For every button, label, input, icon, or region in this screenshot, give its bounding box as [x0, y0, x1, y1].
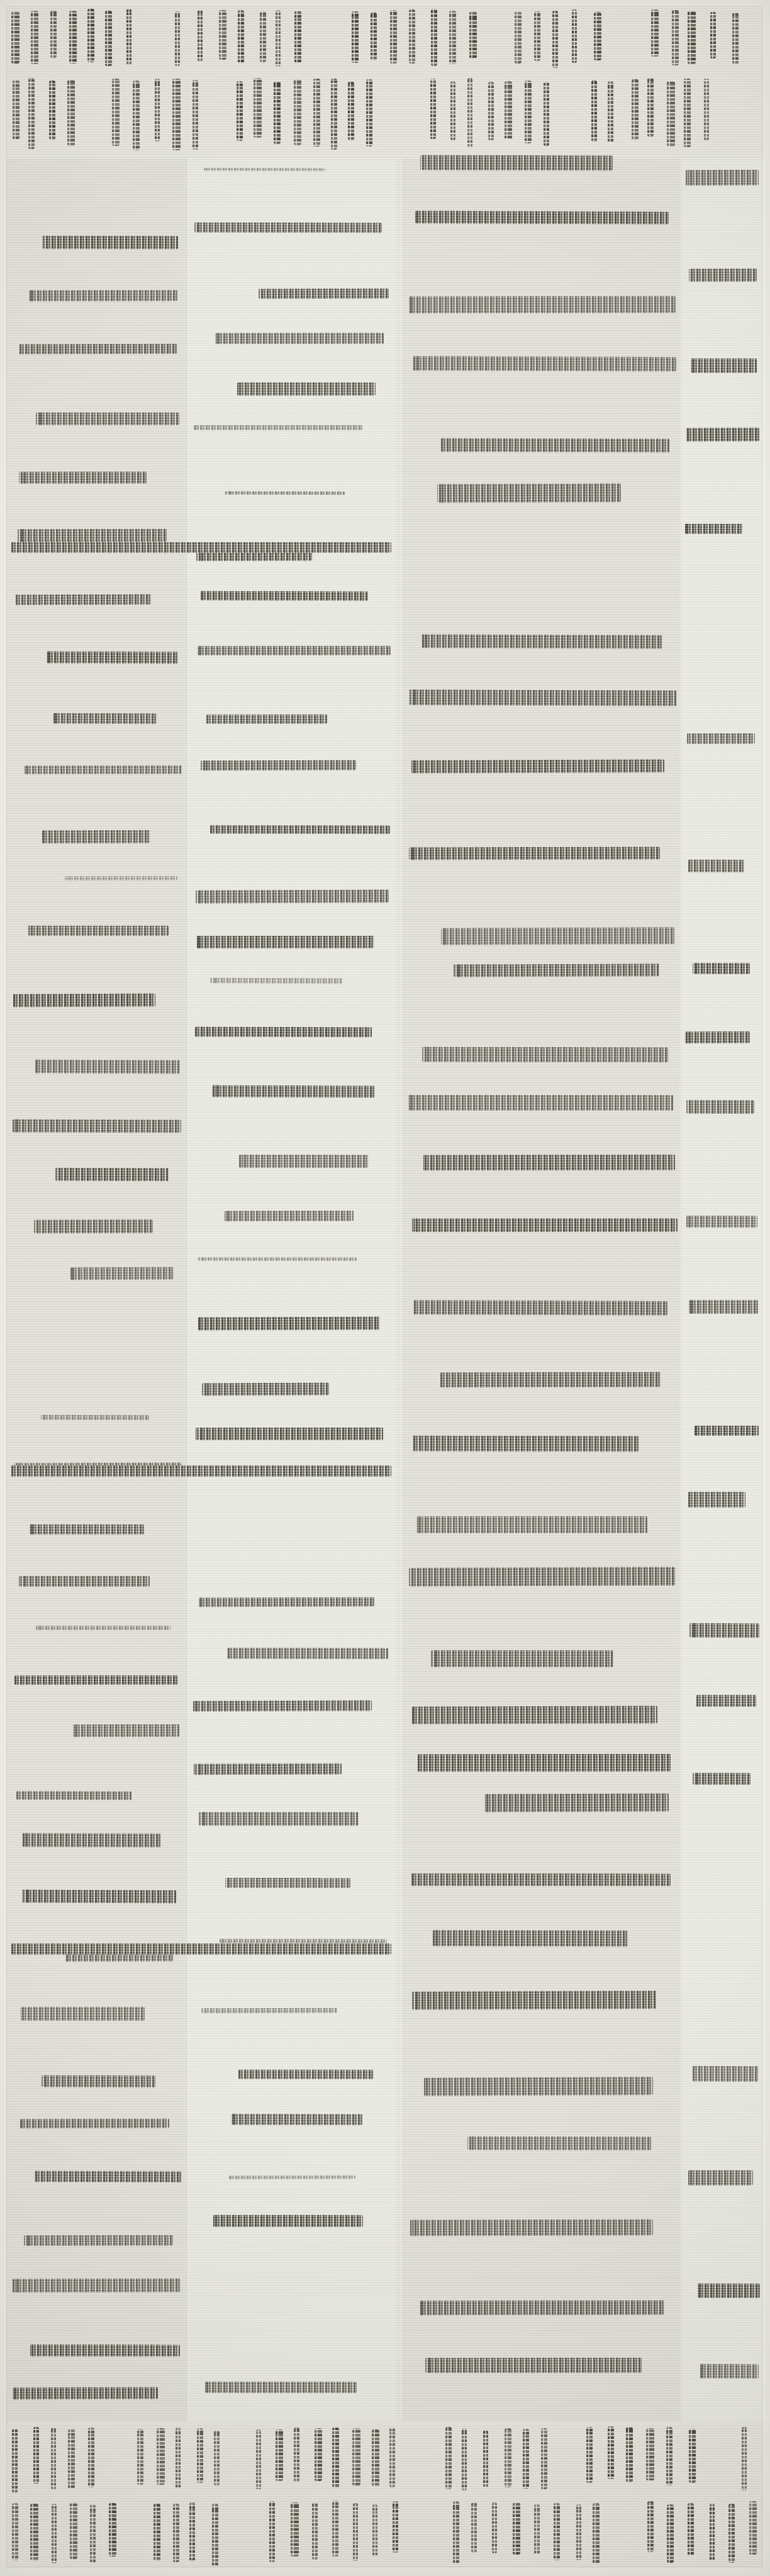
border-stripe: [175, 11, 180, 66]
border-stripe: [294, 79, 302, 146]
stitch-line: [210, 825, 390, 834]
border-stripe: [667, 81, 675, 147]
stitch-line: [196, 646, 390, 656]
border-stripe: [352, 2428, 360, 2485]
stitch-line-merged: [11, 1943, 391, 1955]
body-edge-crease: [9, 155, 761, 157]
stitch-line: [686, 1215, 757, 1227]
stitch-line: [231, 2113, 362, 2124]
body-edge-crease: [9, 2423, 761, 2424]
stitch-line: [691, 358, 757, 374]
border-stripe: [372, 2429, 380, 2487]
border-stripe: [393, 2501, 398, 2553]
border-stripe: [684, 79, 691, 147]
border-stripe: [155, 79, 160, 142]
stitch-line: [697, 2284, 760, 2298]
border-stripe: [238, 10, 244, 64]
border-stripe: [157, 2428, 165, 2485]
border-stripe: [312, 2502, 318, 2560]
border-stripe: [109, 2503, 116, 2557]
stitch-line: [685, 523, 743, 533]
stitch-line: [213, 2215, 363, 2227]
stitch-line: [28, 290, 177, 301]
stitch-line: [12, 2278, 181, 2292]
panel-divider: [681, 158, 683, 2421]
border-stripe: [68, 2429, 75, 2489]
border-stripe: [260, 11, 266, 62]
stitch-line: [408, 296, 675, 313]
stitch-line: [198, 1597, 374, 1607]
border-stripe: [197, 2428, 203, 2484]
stitch-line: [420, 155, 613, 171]
panel-4-tint: [679, 158, 765, 2421]
stitch-line: [64, 876, 177, 880]
border-stripe: [483, 2430, 489, 2488]
border-stripe: [390, 10, 397, 64]
stitch-line: [195, 1026, 372, 1037]
border-stripe: [348, 82, 354, 141]
border-stripe: [389, 2428, 395, 2488]
stitch-line: [688, 1492, 745, 1507]
border-stripe: [153, 2504, 160, 2562]
border-stripe: [276, 10, 281, 67]
stitch-line: [21, 2007, 145, 2021]
border-stripe: [214, 2430, 220, 2485]
border-stripe: [51, 2428, 56, 2490]
stitch-line: [688, 860, 744, 872]
border-stripe: [137, 2429, 143, 2485]
stitch-line: [421, 634, 662, 648]
border-stripe: [189, 2502, 195, 2562]
border-stripe: [212, 2504, 219, 2567]
border-stripe: [688, 11, 696, 64]
border-stripe: [541, 2428, 548, 2489]
border-stripe: [219, 10, 226, 60]
stitch-line: [693, 963, 750, 974]
stitch-line: [34, 2170, 181, 2182]
border-stripe: [572, 9, 578, 63]
border-stripe: [173, 2504, 179, 2563]
stitch-line: [695, 1426, 759, 1436]
border-stripe: [594, 12, 601, 60]
border-stripe: [315, 2428, 322, 2481]
border-stripe: [269, 2501, 274, 2562]
stitch-line: [194, 222, 381, 233]
stitch-line: [686, 428, 759, 441]
stitch-line: [22, 1833, 161, 1848]
border-stripe: [523, 2429, 530, 2489]
stitch-line: [16, 1791, 131, 1801]
stitch-line: [689, 269, 757, 282]
stitch-line: [411, 759, 664, 773]
stitch-line: [229, 2175, 355, 2179]
stitch-line: [422, 1046, 668, 1062]
border-stripe: [352, 11, 359, 64]
border-stripe: [192, 80, 198, 150]
stitch-line: [16, 594, 152, 604]
stitch-line: [25, 765, 182, 774]
stitch-line: [415, 211, 669, 225]
stitch-line: [19, 344, 177, 355]
stitch-line: [239, 1155, 369, 1168]
border-stripe: [688, 2503, 694, 2555]
stitch-line: [684, 1031, 750, 1043]
stitch-line: [22, 1890, 176, 1904]
stitch-line: [696, 1695, 756, 1707]
border-stripe: [69, 11, 77, 64]
stitch-line: [411, 1990, 656, 2009]
border-stripe: [372, 2504, 378, 2557]
border-stripe: [331, 79, 338, 150]
border-stripe: [70, 2502, 78, 2558]
border-stripe: [33, 2427, 39, 2484]
border-stripe: [647, 78, 654, 137]
stitch-line: [28, 926, 169, 936]
border-stripe: [525, 80, 532, 143]
border-stripe: [176, 2428, 181, 2489]
stitch-line: [198, 1257, 357, 1261]
border-stripe: [672, 10, 679, 65]
border-stripe: [462, 2428, 467, 2490]
border-stripe: [274, 81, 281, 144]
border-stripe: [728, 2504, 735, 2563]
border-stripe: [67, 80, 75, 146]
stitch-line: [700, 2364, 759, 2379]
border-stripe: [667, 2504, 673, 2563]
border-stripe: [710, 2504, 715, 2561]
border-stripe: [50, 10, 57, 58]
stitch-line: [201, 2007, 337, 2012]
border-stripe: [105, 11, 112, 65]
border-stripe: [710, 12, 716, 59]
border-stripe: [704, 79, 709, 140]
border-stripe: [554, 2503, 560, 2560]
stitch-line: [196, 1427, 383, 1440]
stitch-line: [42, 830, 150, 843]
stitch-line: [200, 760, 355, 770]
border-stripe: [593, 2503, 600, 2564]
stitch-line: [259, 288, 389, 299]
border-stripe: [126, 9, 131, 65]
border-stripe: [689, 2429, 696, 2483]
stitch-line: [408, 1095, 673, 1111]
stitch-line: [412, 356, 676, 372]
stitch-line: [485, 1793, 669, 1812]
stitch-line: [194, 1763, 342, 1774]
stitch-line: [433, 1929, 628, 1946]
border-stripe: [467, 78, 472, 148]
stitch-line: [687, 733, 755, 743]
border-stripe: [505, 2428, 512, 2487]
border-stripe: [646, 2428, 654, 2480]
stitch-line: [215, 332, 384, 343]
stitch-line: [420, 2301, 664, 2316]
border-stripe: [534, 11, 540, 61]
stitch-line: [36, 1626, 170, 1630]
stitch-line: [418, 1754, 671, 1772]
stitch-line: [454, 963, 659, 977]
stitch-line: [431, 1650, 613, 1667]
stitch-line: [42, 235, 177, 249]
border-stripe: [445, 2427, 452, 2489]
border-stripe: [453, 2501, 459, 2564]
stitch-line: [13, 993, 155, 1007]
border-stripe: [28, 78, 35, 148]
border-stripe: [515, 11, 522, 64]
stitch-line-merged: [11, 1465, 391, 1477]
border-stripe: [88, 2428, 94, 2487]
stitch-line: [204, 167, 325, 171]
stitch-line: [70, 1267, 174, 1280]
border-stripe: [332, 2428, 340, 2487]
stitch-line: [437, 483, 621, 502]
border-stripe: [52, 2504, 57, 2563]
stitch-line: [423, 2077, 652, 2096]
stitch-line: [210, 977, 342, 983]
stitch-line: [24, 2235, 173, 2245]
stitch-line: [41, 1414, 149, 1420]
border-stripe: [742, 2427, 747, 2490]
border-stripe: [492, 2502, 497, 2554]
border-stripe: [647, 2501, 654, 2552]
stitch-line: [35, 1060, 180, 1074]
border-stripe: [294, 2428, 299, 2482]
stitch-line: [227, 1648, 388, 1659]
stitch-line-merged: [11, 542, 391, 553]
stitch-line: [13, 2387, 158, 2399]
stitch-line: [688, 1300, 758, 1314]
border-stripe: [469, 11, 477, 58]
border-stripe: [90, 2504, 96, 2563]
stitch-line: [201, 591, 368, 601]
border-stripe: [409, 9, 416, 64]
border-stripe: [294, 11, 301, 63]
stitch-line: [441, 927, 674, 945]
stitch-line: [34, 1219, 153, 1233]
border-stripe: [31, 11, 38, 64]
stitch-line: [19, 472, 147, 484]
border-stripe: [608, 81, 613, 143]
stitch-line: [202, 1383, 329, 1396]
stitch-line: [686, 1100, 754, 1114]
stitch-line: [411, 1874, 671, 1887]
stitch-line: [412, 1218, 678, 1232]
border-stripe: [353, 2503, 358, 2561]
border-stripe: [291, 2502, 299, 2557]
stitch-line: [688, 2170, 753, 2185]
stitch-line: [35, 413, 179, 425]
stitch-line: [53, 713, 157, 724]
stitch-line: [205, 2382, 357, 2393]
border-stripe: [11, 11, 19, 64]
border-stripe: [552, 11, 558, 69]
border-stripe: [666, 2427, 672, 2485]
border-stripe: [749, 2501, 757, 2554]
stitch-line: [73, 1724, 179, 1737]
stitch-line: [18, 529, 167, 542]
stitch-line: [12, 1119, 181, 1133]
stitch-line: [412, 1706, 657, 1724]
border-stripe: [488, 82, 494, 140]
stitch-line: [225, 1878, 350, 1889]
stitch-line: [413, 1436, 639, 1452]
stitch-line: [409, 689, 676, 706]
stitch-line: [197, 936, 374, 948]
border-stripe: [12, 2429, 18, 2492]
stitch-line: [47, 652, 178, 664]
stitch-line: [30, 2345, 180, 2357]
border-stripe: [591, 80, 597, 142]
stitch-line: [193, 1701, 372, 1712]
border-stripe: [608, 2426, 615, 2479]
border-stripe: [576, 2504, 582, 2561]
border-stripe: [732, 13, 739, 64]
border-stripe: [651, 9, 659, 57]
stitch-line: [199, 1812, 359, 1826]
stitch-line: [198, 1317, 380, 1331]
border-stripe: [449, 11, 456, 64]
stitch-line: [225, 1211, 354, 1221]
stitch-line: [689, 1623, 759, 1638]
border-stripe: [534, 2504, 540, 2555]
border-stripe: [626, 2427, 632, 2482]
border-stripe: [172, 79, 181, 150]
border-stripe: [544, 82, 550, 146]
stitch-line: [410, 2219, 653, 2236]
border-stripe: [431, 9, 437, 66]
stitch-line: [42, 2075, 155, 2087]
stitch-line: [413, 1300, 667, 1315]
stitch-line: [467, 2136, 651, 2150]
stitch-line: [441, 438, 669, 452]
stitch-line: [416, 1516, 647, 1534]
stitch-line: [440, 1372, 661, 1387]
border-stripe: [112, 79, 120, 147]
stitch-line: [29, 1524, 144, 1535]
stitch-line: [409, 847, 660, 860]
border-stripe: [30, 2504, 38, 2561]
stitch-line: [692, 2066, 757, 2082]
stitch-line: [55, 1168, 169, 1181]
panel-divider: [399, 158, 401, 2421]
border-stripe: [450, 81, 455, 140]
border-stripe: [276, 2429, 283, 2481]
border-stripe: [366, 79, 373, 147]
stitch-line: [686, 169, 759, 186]
stitch-line: [20, 2118, 169, 2128]
border-stripe: [237, 81, 243, 142]
stitch-line: [196, 889, 389, 903]
border-stripe: [371, 13, 377, 60]
stitch-line: [194, 425, 362, 430]
border-stripe: [632, 79, 639, 140]
border-stripe: [313, 79, 320, 147]
stitch-line: [19, 1576, 150, 1587]
border-stripe: [87, 9, 95, 62]
stitch-line: [238, 2070, 374, 2079]
stitch-line: [425, 2358, 642, 2373]
border-stripe: [430, 79, 436, 140]
border-stripe: [256, 2429, 261, 2490]
border-stripe: [12, 2503, 18, 2560]
border-stripe: [49, 80, 55, 141]
border-stripe: [513, 2502, 520, 2555]
border-stripe: [133, 80, 140, 150]
stitch-line: [409, 1567, 675, 1587]
stitch-line: [237, 382, 376, 396]
stitch-line: [206, 714, 327, 724]
border-stripe: [471, 2502, 477, 2553]
stitch-line: [693, 1773, 750, 1785]
stitch-line: [212, 1085, 375, 1097]
panel-2-tint: [187, 158, 396, 2421]
border-stripe: [505, 81, 512, 140]
border-stripe: [198, 10, 203, 62]
border-stripe: [586, 2427, 593, 2484]
border-stripe: [13, 80, 20, 140]
border-stripe: [332, 2501, 338, 2557]
border-stripe: [254, 78, 262, 138]
stitch-line: [423, 1154, 674, 1170]
stitch-line: [14, 1675, 179, 1685]
panel-divider: [187, 158, 189, 2421]
